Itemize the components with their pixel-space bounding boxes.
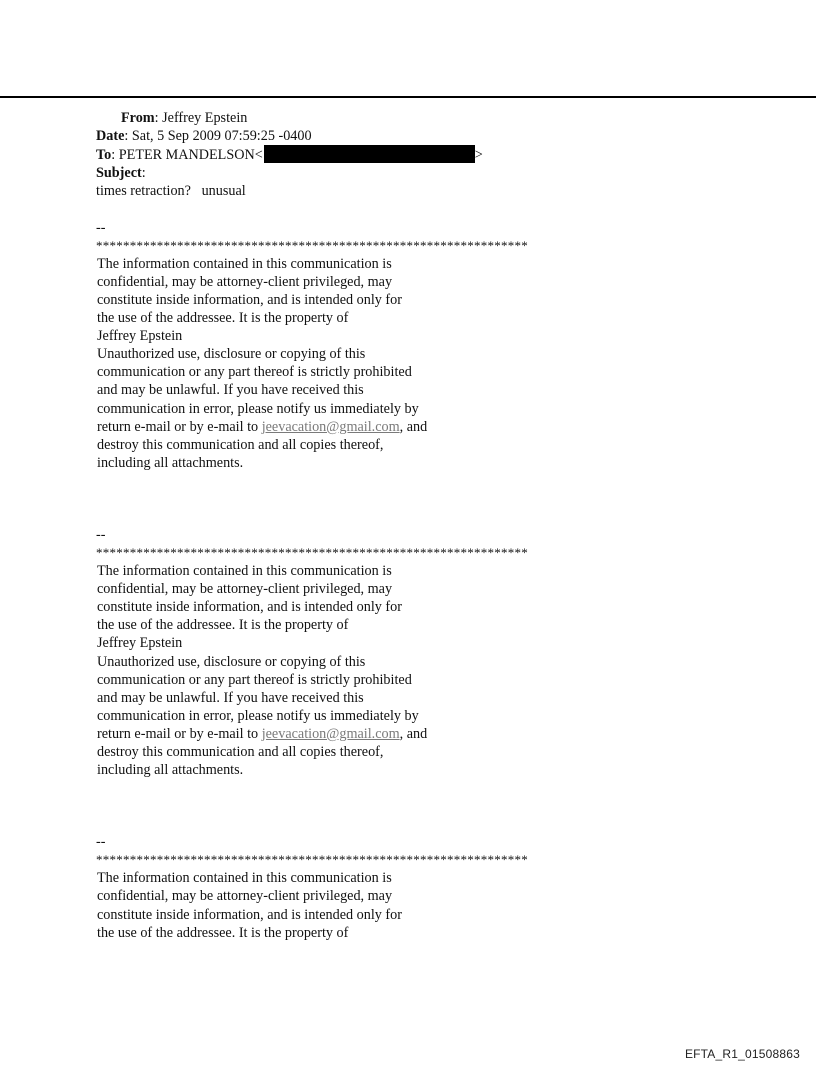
disclaimer-block [96, 833, 736, 942]
date-value: Sat, 5 Sep 2009 07:59:25 -0400 [131, 128, 312, 145]
email-body-text: times retraction? unusual [96, 183, 246, 200]
return-prefix: return e-mail or by e-mail to [97, 418, 262, 435]
return-prefix: return e-mail or by e-mail to [97, 725, 262, 742]
colon: : [124, 128, 129, 145]
colon: : [141, 165, 146, 182]
disclaimer-line: confidential, may be attorney-client privileged, may [97, 581, 393, 598]
disclaimer-return-line [97, 725, 736, 743]
from-line [96, 109, 736, 127]
from-label: From [121, 110, 155, 126]
disclaimer-line: communication or any part thereof is strictly prohibited [97, 364, 412, 381]
to-value: PETER MANDELSON [118, 147, 255, 164]
return-suffix: , and [399, 418, 428, 435]
document-id: EFTA_R1_01508863 [684, 1047, 800, 1061]
disclaimer-line: communication or any part thereof is strictly prohibited [97, 671, 412, 688]
disclaimer-line: constitute inside information, and is intended only for [97, 906, 402, 923]
asterisk-divider: **************************************************************** [96, 852, 528, 868]
page-top-rule [0, 96, 816, 98]
return-suffix: , and [399, 725, 428, 742]
email-link[interactable]: jeevacation@gmail.com [261, 725, 400, 742]
disclaimer-line: confidential, may be attorney-client privileged, may [97, 273, 393, 290]
disclaimer-line: destroy this communication and all copies thereof, [97, 744, 384, 760]
disclaimer-line: including all attachments. [97, 454, 244, 471]
signature-separator: -- [96, 834, 106, 851]
asterisk-divider: **************************************************************** [96, 544, 528, 560]
disclaimer-text [96, 869, 736, 941]
disclaimer-line: communication in error, please notify us immediately by [97, 400, 419, 417]
disclaimer-text [96, 562, 736, 779]
to-close-bracket: > [474, 147, 483, 164]
disclaimer-return-line [97, 418, 736, 436]
disclaimer-line: Unauthorized use, disclosure or copying of this [97, 653, 366, 670]
disclaimer-line: the use of the addressee. It is the property of [97, 924, 349, 941]
to-open-bracket: < [254, 147, 263, 164]
disclaimer-line: Unauthorized use, disclosure or copying of this [97, 346, 366, 363]
spacer [96, 200, 736, 218]
disclaimer-block [96, 526, 736, 779]
email-document [96, 109, 736, 942]
disclaimer-line: communication in error, please notify us immediately by [97, 707, 419, 724]
subject-line [96, 164, 736, 182]
disclaimer-line: The information contained in this communication is [97, 870, 392, 887]
disclaimer-line: the use of the addressee. It is the property of [97, 617, 349, 634]
disclaimer-line: the use of the addressee. It is the property of [97, 310, 349, 327]
spacer [96, 472, 736, 526]
disclaimer-line: The information contained in this communication is [97, 255, 392, 272]
disclaimer-block [96, 219, 736, 472]
colon: : [111, 147, 116, 164]
to-line [96, 145, 736, 164]
redaction-box [264, 145, 475, 163]
to-label: To [96, 147, 112, 164]
disclaimer-line: Jeffrey Epstein [97, 328, 183, 345]
disclaimer-line: and may be unlawful. If you have received this [97, 382, 364, 399]
asterisk-divider: **************************************************************** [96, 237, 528, 253]
disclaimer-line: constitute inside information, and is intended only for [97, 599, 402, 616]
disclaimer-line: confidential, may be attorney-client privileged, may [97, 888, 393, 905]
disclaimer-line: Jeffrey Epstein [97, 635, 183, 652]
disclaimer-text [96, 255, 736, 472]
disclaimer-line: including all attachments. [97, 762, 244, 779]
subject-label: Subject [96, 165, 142, 182]
disclaimer-line: constitute inside information, and is intended only for [97, 291, 402, 308]
spacer [96, 779, 736, 833]
colon: : [154, 110, 159, 126]
disclaimer-line: and may be unlawful. If you have received this [97, 689, 364, 706]
email-link[interactable]: jeevacation@gmail.com [261, 418, 400, 435]
date-line [96, 127, 736, 145]
from-value: Jeffrey Epstein [162, 110, 248, 126]
date-label: Date [96, 128, 125, 145]
signature-separator: -- [96, 219, 106, 236]
signature-separator: -- [96, 526, 106, 543]
disclaimer-line: destroy this communication and all copies thereof, [97, 436, 384, 453]
disclaimer-line: The information contained in this communication is [97, 563, 392, 580]
